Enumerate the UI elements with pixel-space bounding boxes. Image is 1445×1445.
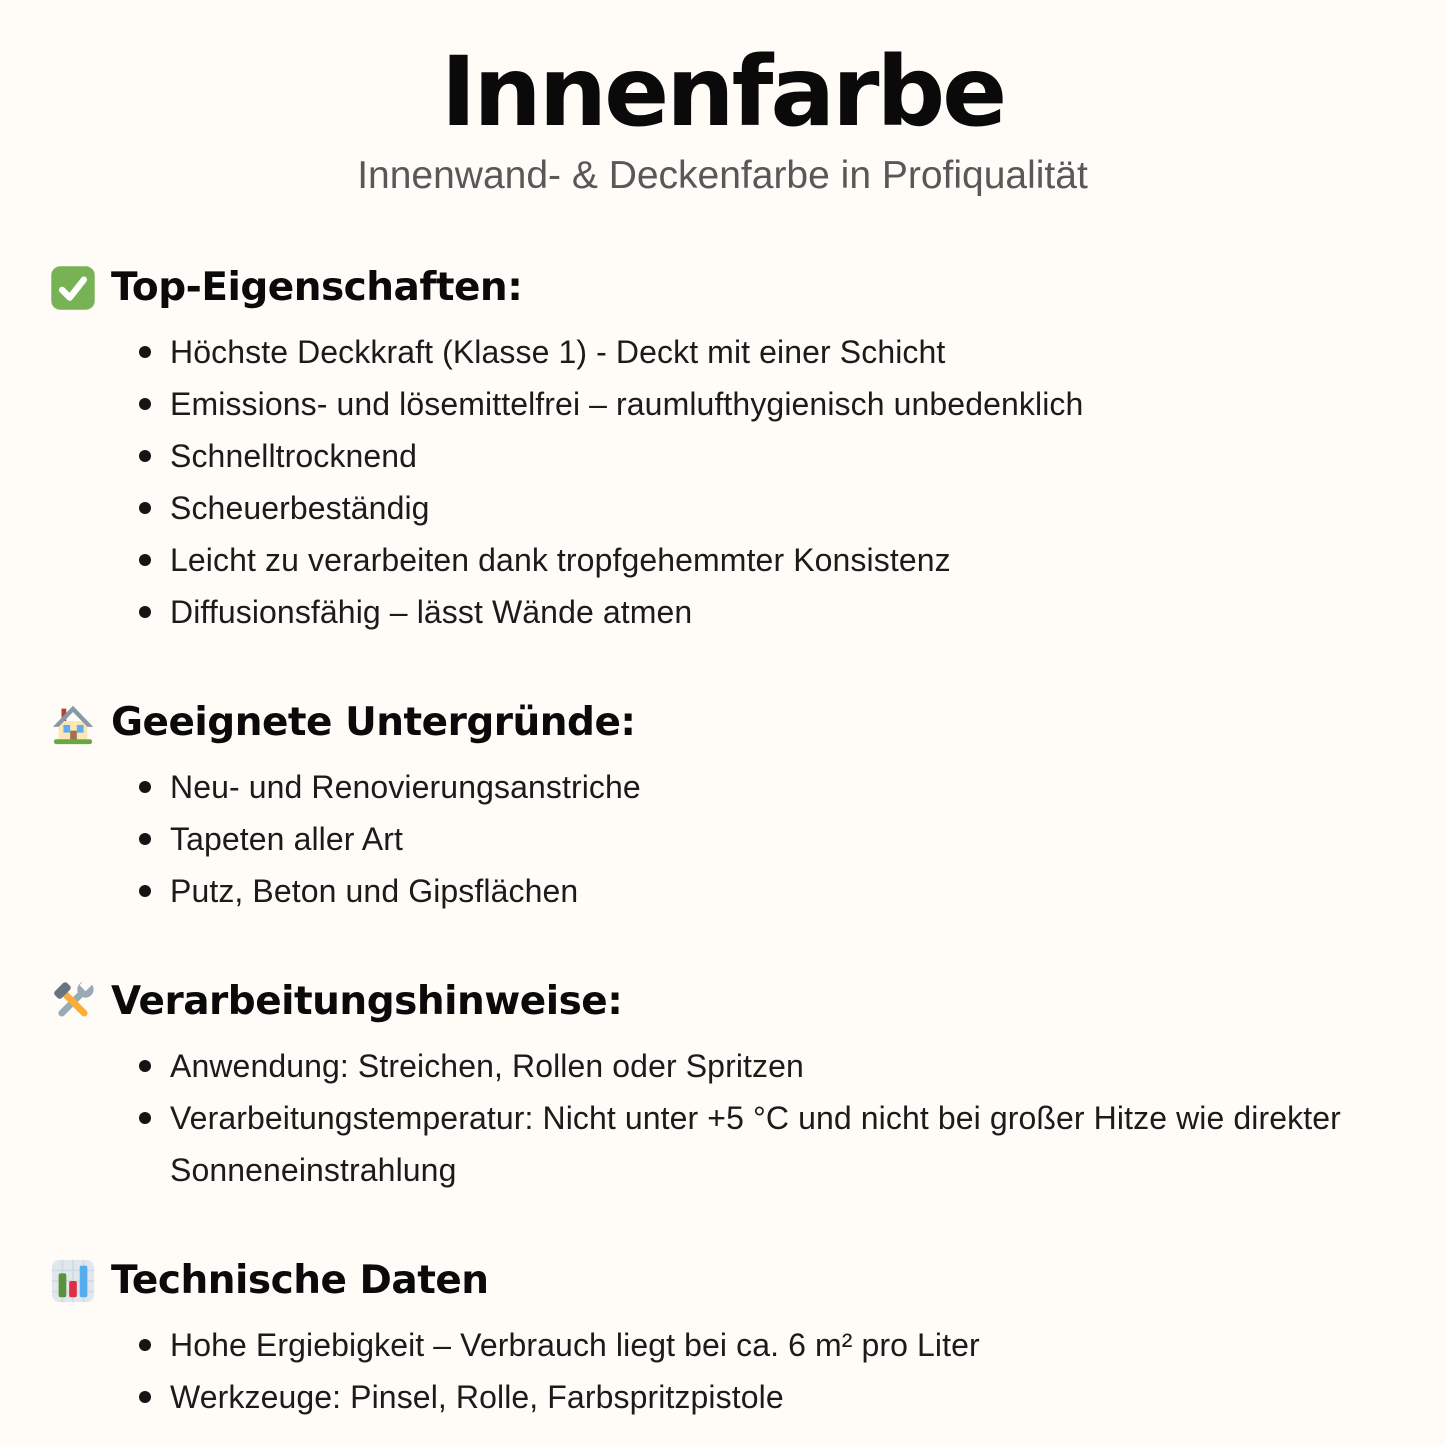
hammer-and-wrench-emoji-icon <box>50 979 96 1025</box>
list-item: Neu- und Renovierungsanstriche <box>170 761 1395 813</box>
house-emoji-icon <box>50 700 96 746</box>
section-heading <box>50 1258 1395 1304</box>
list-item: Tapeten aller Art <box>170 813 1395 865</box>
section-2 <box>50 700 1395 917</box>
list-item: Diffusionsfähig – lässt Wände atmen <box>170 586 1395 638</box>
section-1 <box>50 265 1395 638</box>
page-title: Innenfarbe <box>440 36 1005 148</box>
list-item: Hohe Ergiebigkeit – Verbrauch liegt bei ca. 6 m² pro Liter <box>170 1319 1395 1371</box>
page-subtitle: Innenwand- & Deckenfarbe in Profiqualität <box>357 153 1088 197</box>
section-heading-label: Top-Eigenschaften: <box>111 265 523 311</box>
section-heading <box>50 700 1395 746</box>
bar-chart-emoji-icon <box>50 1258 96 1304</box>
section-3 <box>50 979 1395 1196</box>
list-item: Anwendung: Streichen, Rollen oder Spritzen <box>170 1040 1395 1092</box>
list-item: Höchste Deckkraft (Klasse 1) - Deckt mit einer Schicht <box>170 326 1395 378</box>
section-4 <box>50 1258 1395 1423</box>
section-heading <box>50 265 1395 311</box>
list-item: Scheuerbeständig <box>170 482 1395 534</box>
section-heading-label: Technische Daten <box>111 1258 489 1304</box>
section-list <box>50 326 1395 638</box>
section-heading-label: Verarbeitungshinweise: <box>111 979 623 1025</box>
list-item: Verarbeitungstemperatur: Nicht unter +5 °C und nicht bei großer Hitze wie direkter Sonneneinstrahlung <box>170 1092 1395 1196</box>
list-item: Putz, Beton und Gipsflächen <box>170 865 1395 917</box>
section-heading-label: Geeignete Untergründe: <box>111 700 636 746</box>
section-list <box>50 1319 1395 1423</box>
section-list <box>50 761 1395 917</box>
sections-container <box>50 265 1395 1423</box>
section-list <box>50 1040 1395 1196</box>
list-item: Emissions- und lösemittelfrei – raumlufthygienisch unbedenklich <box>170 378 1395 430</box>
check-mark-emoji-icon <box>50 265 96 311</box>
list-item: Leicht zu verarbeiten dank tropfgehemmter Konsistenz <box>170 534 1395 586</box>
section-heading <box>50 979 1395 1025</box>
list-item: Werkzeuge: Pinsel, Rolle, Farbspritzpistole <box>170 1371 1395 1423</box>
list-item: Schnelltrocknend <box>170 430 1395 482</box>
